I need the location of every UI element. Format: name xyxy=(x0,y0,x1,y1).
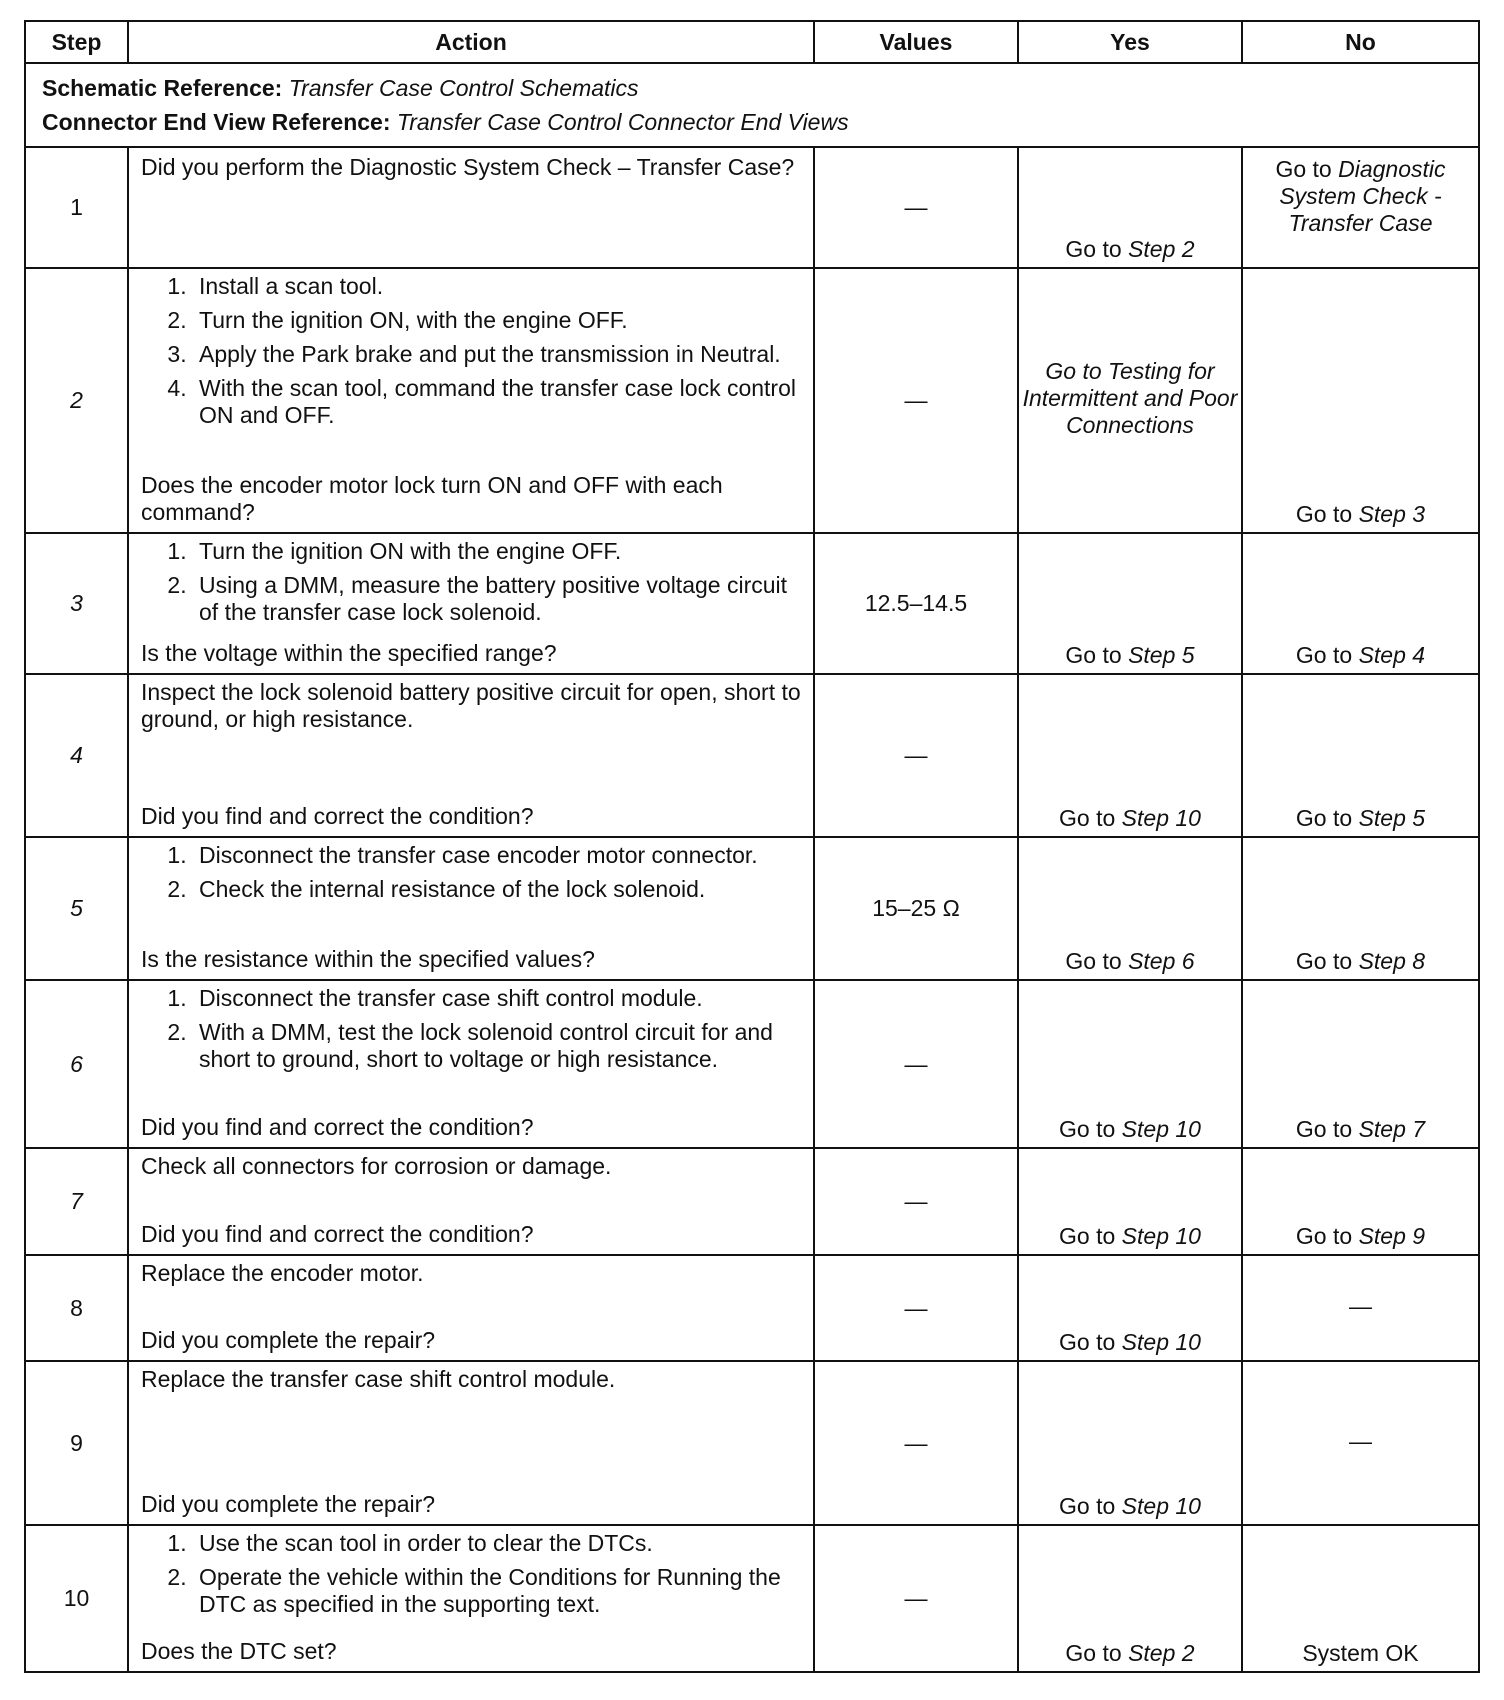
values-cell: — xyxy=(814,674,1018,837)
no-link[interactable]: Step 5 xyxy=(1358,805,1426,831)
yes-prefix: Go to xyxy=(1059,1116,1116,1142)
header-step: Step xyxy=(25,21,128,63)
action-instruction: Replace the encoder motor. xyxy=(141,1260,424,1286)
yes-link[interactable]: Step 10 xyxy=(1121,1329,1201,1355)
action-steps-list xyxy=(141,1530,801,1618)
action-cell xyxy=(128,147,814,268)
action-step-item: 1. Install a scan tool. xyxy=(193,273,801,300)
yes-link[interactable]: Step 10 xyxy=(1121,1223,1201,1249)
action-question: Did you find and correct the condition? xyxy=(141,1114,534,1140)
step-row xyxy=(25,268,1479,533)
no-link[interactable]: Step 8 xyxy=(1358,948,1426,974)
schematic-reference xyxy=(42,71,1462,105)
no-prefix: Go to xyxy=(1295,1223,1353,1249)
connector-reference-label: Connector End View Reference: xyxy=(42,109,391,135)
step-number: 7 xyxy=(25,1148,128,1255)
header-values: Values xyxy=(814,21,1018,63)
yes-cell xyxy=(1018,1525,1242,1672)
action-instruction: Inspect the lock solenoid battery positive circuit for open, short to ground, or high resistance. xyxy=(141,679,801,732)
step-row xyxy=(25,1361,1479,1525)
action-question: Did you perform the Diagnostic System Check – Transfer Case? xyxy=(141,154,795,180)
values-cell: 12.5–14.5 xyxy=(814,533,1018,674)
no-text: System OK xyxy=(1302,1640,1419,1666)
action-steps-list xyxy=(141,538,801,626)
action-cell xyxy=(128,1525,814,1672)
no-cell xyxy=(1242,674,1479,837)
action-cell xyxy=(128,268,814,533)
values-cell: — xyxy=(814,268,1018,533)
step-number: 9 xyxy=(25,1361,128,1525)
no-link[interactable]: Step 9 xyxy=(1358,1223,1426,1249)
no-prefix: Go to xyxy=(1295,805,1353,831)
no-cell xyxy=(1242,980,1479,1148)
no-link[interactable]: Step 4 xyxy=(1358,642,1426,668)
action-step-item: 1. Use the scan tool in order to clear the DTCs. xyxy=(193,1530,801,1557)
action-question: Did you complete the repair? xyxy=(141,1327,436,1353)
action-step-item: 2. Using a DMM, measure the battery positive voltage circuit of the transfer case lock solenoid. xyxy=(193,572,801,626)
step-row xyxy=(25,533,1479,674)
step-row xyxy=(25,980,1479,1148)
action-step-item: 2. Turn the ignition ON, with the engine OFF. xyxy=(193,307,801,334)
action-step-item: 2. With a DMM, test the lock solenoid control circuit for and short to ground, short to voltage or high resistance. xyxy=(193,1019,801,1073)
values-cell: — xyxy=(814,1525,1018,1672)
values-cell: — xyxy=(814,1255,1018,1361)
yes-link[interactable]: Step 6 xyxy=(1128,948,1195,974)
yes-cell xyxy=(1018,674,1242,837)
action-step-item: 1. Turn the ignition ON with the engine OFF. xyxy=(193,538,801,565)
action-instruction: Replace the transfer case shift control module. xyxy=(141,1366,616,1392)
no-cell xyxy=(1242,1148,1479,1255)
values-cell: — xyxy=(814,1361,1018,1525)
step-row xyxy=(25,147,1479,268)
yes-link[interactable]: Testing for Intermittent and Poor Connections xyxy=(1022,358,1238,438)
values-cell: — xyxy=(814,980,1018,1148)
action-question: Did you complete the repair? xyxy=(141,1491,436,1517)
yes-prefix: Go to xyxy=(1059,1493,1116,1519)
yes-cell xyxy=(1018,1255,1242,1361)
yes-link[interactable]: Step 10 xyxy=(1121,1116,1201,1142)
action-step-item: 2. Operate the vehicle within the Conditions for Running the DTC as specified in the supporting text. xyxy=(193,1564,801,1618)
action-cell xyxy=(128,533,814,674)
action-question: Is the resistance within the specified values? xyxy=(141,946,595,972)
yes-link[interactable]: Step 10 xyxy=(1121,805,1201,831)
yes-link[interactable]: Step 2 xyxy=(1128,1640,1195,1666)
no-cell xyxy=(1242,533,1479,674)
action-step-item: 2. Check the internal resistance of the lock solenoid. xyxy=(193,876,801,903)
yes-prefix: Go to xyxy=(1065,642,1122,668)
yes-link[interactable]: Step 5 xyxy=(1128,642,1195,668)
no-link[interactable]: Diagnostic System Check - Transfer Case xyxy=(1279,156,1446,236)
action-step-item: 1. Disconnect the transfer case shift control module. xyxy=(193,985,801,1012)
step-row xyxy=(25,1148,1479,1255)
step-number: 1 xyxy=(25,147,128,268)
yes-prefix: Go to xyxy=(1065,1640,1122,1666)
action-step-item: 1. Disconnect the transfer case encoder motor connector. xyxy=(193,842,801,869)
step-row xyxy=(25,674,1479,837)
header-no: No xyxy=(1242,21,1479,63)
yes-prefix: Go to xyxy=(1065,948,1122,974)
action-step-item: 4. With the scan tool, command the transfer case lock control ON and OFF. xyxy=(193,375,801,429)
action-question: Is the voltage within the specified range? xyxy=(141,640,557,666)
no-prefix: Go to xyxy=(1295,1116,1353,1142)
yes-cell xyxy=(1018,1148,1242,1255)
yes-prefix: Go to xyxy=(1059,805,1116,831)
yes-link[interactable]: Step 10 xyxy=(1121,1493,1201,1519)
values-cell: — xyxy=(814,147,1018,268)
yes-prefix: Go to xyxy=(1059,1223,1116,1249)
yes-cell xyxy=(1018,268,1242,533)
no-prefix: Go to xyxy=(1295,948,1353,974)
action-cell xyxy=(128,837,814,980)
header-row xyxy=(25,21,1479,63)
step-number: 3 xyxy=(25,533,128,674)
reference-row xyxy=(25,63,1479,147)
step-row xyxy=(25,1255,1479,1361)
no-cell xyxy=(1242,1361,1479,1525)
yes-prefix: Go to xyxy=(1045,358,1102,384)
step-row xyxy=(25,837,1479,980)
no-text: — xyxy=(1349,1427,1372,1454)
values-cell: — xyxy=(814,1148,1018,1255)
action-steps-list xyxy=(141,985,801,1073)
no-cell xyxy=(1242,1525,1479,1672)
action-question: Did you find and correct the condition? xyxy=(141,803,534,829)
values-cell: 15–25 Ω xyxy=(814,837,1018,980)
header-action: Action xyxy=(128,21,814,63)
schematic-reference-link[interactable]: Transfer Case Control Schematics xyxy=(288,75,639,101)
action-cell xyxy=(128,980,814,1148)
yes-cell xyxy=(1018,837,1242,980)
yes-cell xyxy=(1018,147,1242,268)
step-row xyxy=(25,1525,1479,1672)
no-cell xyxy=(1242,268,1479,533)
no-link[interactable]: Step 7 xyxy=(1358,1116,1426,1142)
no-prefix: Go to xyxy=(1295,642,1353,668)
step-number: 8 xyxy=(25,1255,128,1361)
step-number: 10 xyxy=(25,1525,128,1672)
step-number: 4 xyxy=(25,674,128,837)
no-prefix: Go to xyxy=(1295,501,1353,527)
connector-reference xyxy=(42,105,1462,139)
action-question: Did you find and correct the condition? xyxy=(141,1221,534,1247)
yes-cell xyxy=(1018,980,1242,1148)
action-cell xyxy=(128,1361,814,1525)
no-prefix: Go to xyxy=(1275,156,1332,182)
no-link[interactable]: Step 3 xyxy=(1358,501,1426,527)
step-number: 2 xyxy=(25,268,128,533)
no-cell xyxy=(1242,1255,1479,1361)
yes-cell xyxy=(1018,533,1242,674)
action-cell xyxy=(128,1255,814,1361)
no-cell xyxy=(1242,147,1479,268)
no-cell xyxy=(1242,837,1479,980)
action-steps-list xyxy=(141,273,801,429)
yes-prefix: Go to xyxy=(1065,236,1122,262)
action-question: Does the encoder motor lock turn ON and OFF with each command? xyxy=(141,472,723,525)
action-question: Does the DTC set? xyxy=(141,1638,337,1664)
step-number: 6 xyxy=(25,980,128,1148)
schematic-reference-label: Schematic Reference: xyxy=(42,75,283,101)
header-yes: Yes xyxy=(1018,21,1242,63)
yes-prefix: Go to xyxy=(1059,1329,1116,1355)
step-number: 5 xyxy=(25,837,128,980)
action-instruction: Check all connectors for corrosion or damage. xyxy=(141,1153,612,1179)
reference-cell xyxy=(25,63,1479,147)
action-step-item: 3. Apply the Park brake and put the transmission in Neutral. xyxy=(193,341,801,368)
action-cell xyxy=(128,1148,814,1255)
action-cell xyxy=(128,674,814,837)
diagnostic-table-wrapper xyxy=(24,20,1478,1673)
yes-link[interactable]: Step 2 xyxy=(1128,236,1195,262)
diagnostic-table xyxy=(24,20,1480,1673)
no-text: — xyxy=(1349,1292,1372,1319)
action-steps-list xyxy=(141,842,801,903)
yes-cell xyxy=(1018,1361,1242,1525)
connector-reference-link[interactable]: Transfer Case Control Connector End Views xyxy=(396,109,849,135)
